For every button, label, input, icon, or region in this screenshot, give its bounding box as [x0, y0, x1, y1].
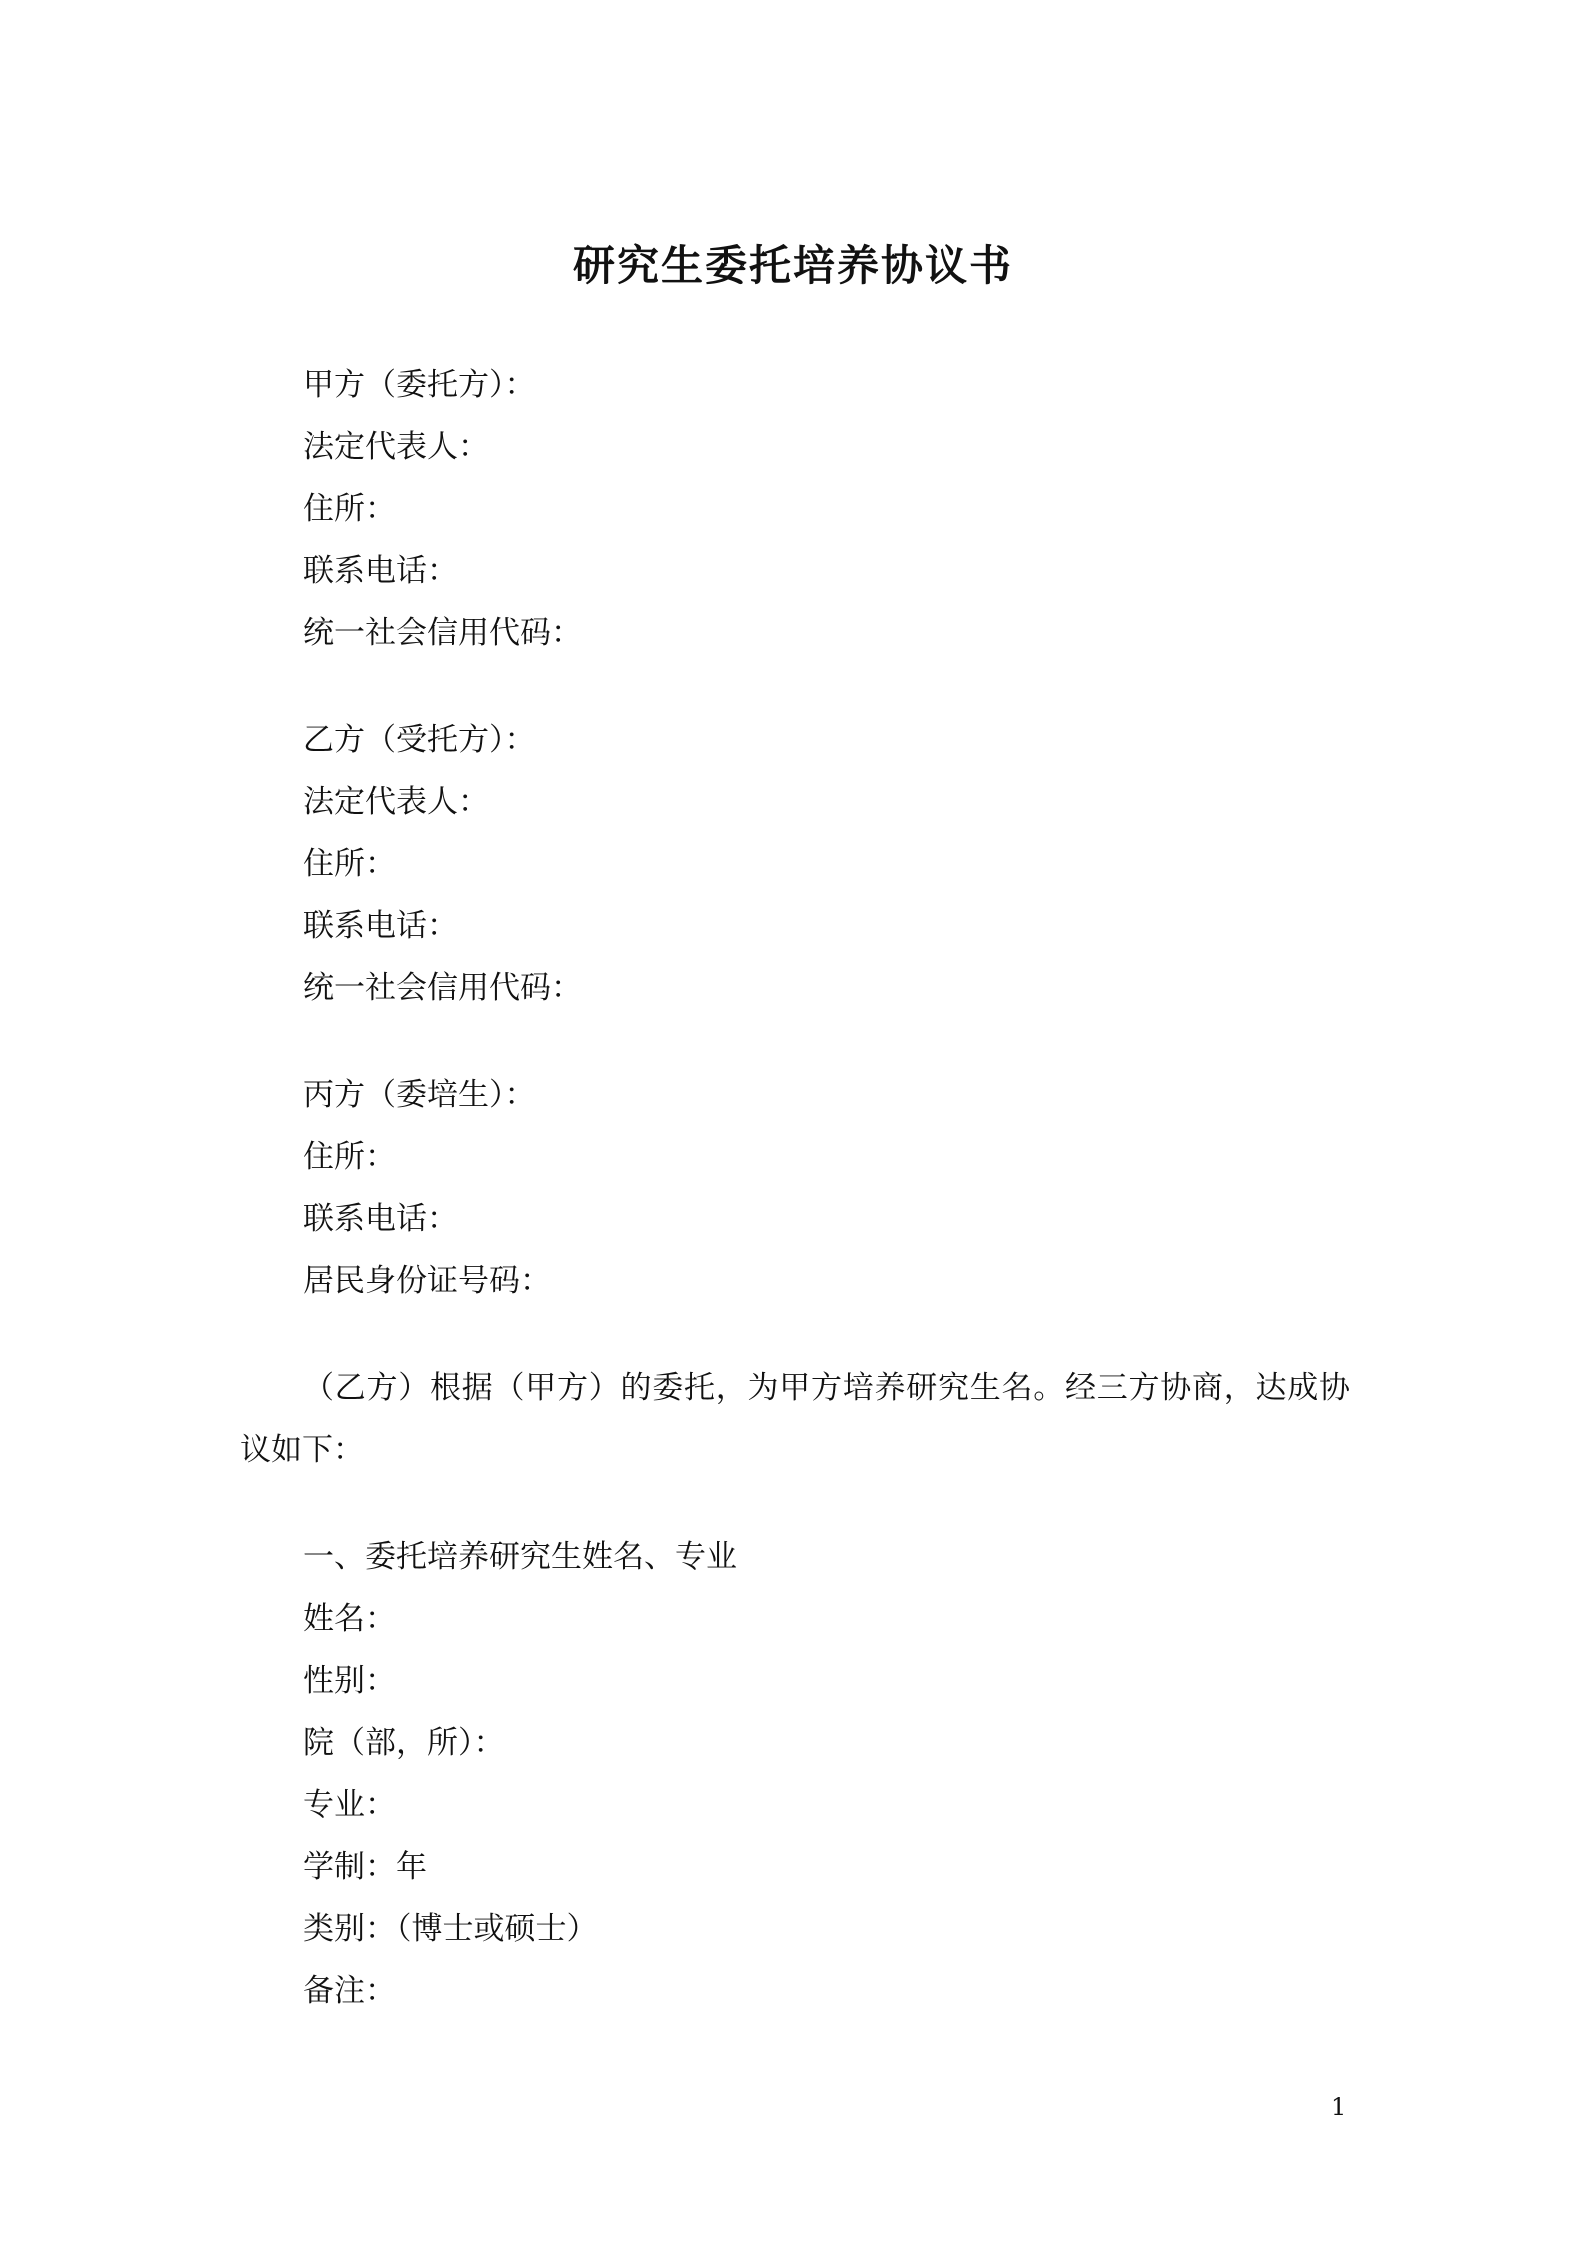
party-c-address: 住所：: [303, 1139, 396, 1175]
party-a-phone: 联系电话：: [303, 553, 458, 589]
field-notes: 备注：: [303, 1973, 396, 2009]
party-b-phone: 联系电话：: [303, 908, 458, 944]
section-1-heading: 一、委托培养研究生姓名、专业: [303, 1539, 737, 1575]
party-c-id-number: 居民身份证号码：: [303, 1263, 551, 1299]
field-gender: 性别：: [303, 1663, 396, 1699]
party-a-legal-rep: 法定代表人：: [303, 429, 489, 465]
party-a-heading: 甲方（委托方）：: [303, 367, 536, 403]
party-a-credit-code: 统一社会信用代码：: [303, 615, 582, 651]
party-b-credit-code: 统一社会信用代码：: [303, 970, 582, 1006]
party-b-heading: 乙方（受托方）：: [303, 722, 536, 758]
party-b-legal-rep: 法定代表人：: [303, 784, 489, 820]
field-department: 院（部，所）：: [303, 1725, 505, 1761]
document-title: 研究生委托培养协议书: [572, 241, 1013, 290]
field-duration: 学制：年: [303, 1849, 427, 1885]
field-category: 类别：（博士或硕士）: [303, 1911, 598, 1947]
page-number: 1: [1331, 2093, 1347, 2121]
field-name: 姓名：: [303, 1601, 396, 1637]
intro-paragraph: （乙方）根据（甲方）的委托，为甲方培养研究生名。经三方协商，达成协议如下：: [240, 1370, 1350, 1468]
party-b-address: 住所：: [303, 846, 396, 882]
party-a-address: 住所：: [303, 491, 396, 527]
party-c-heading: 丙方（委培生）：: [303, 1077, 536, 1113]
party-c-phone: 联系电话：: [303, 1201, 458, 1237]
field-major: 专业：: [303, 1787, 396, 1823]
